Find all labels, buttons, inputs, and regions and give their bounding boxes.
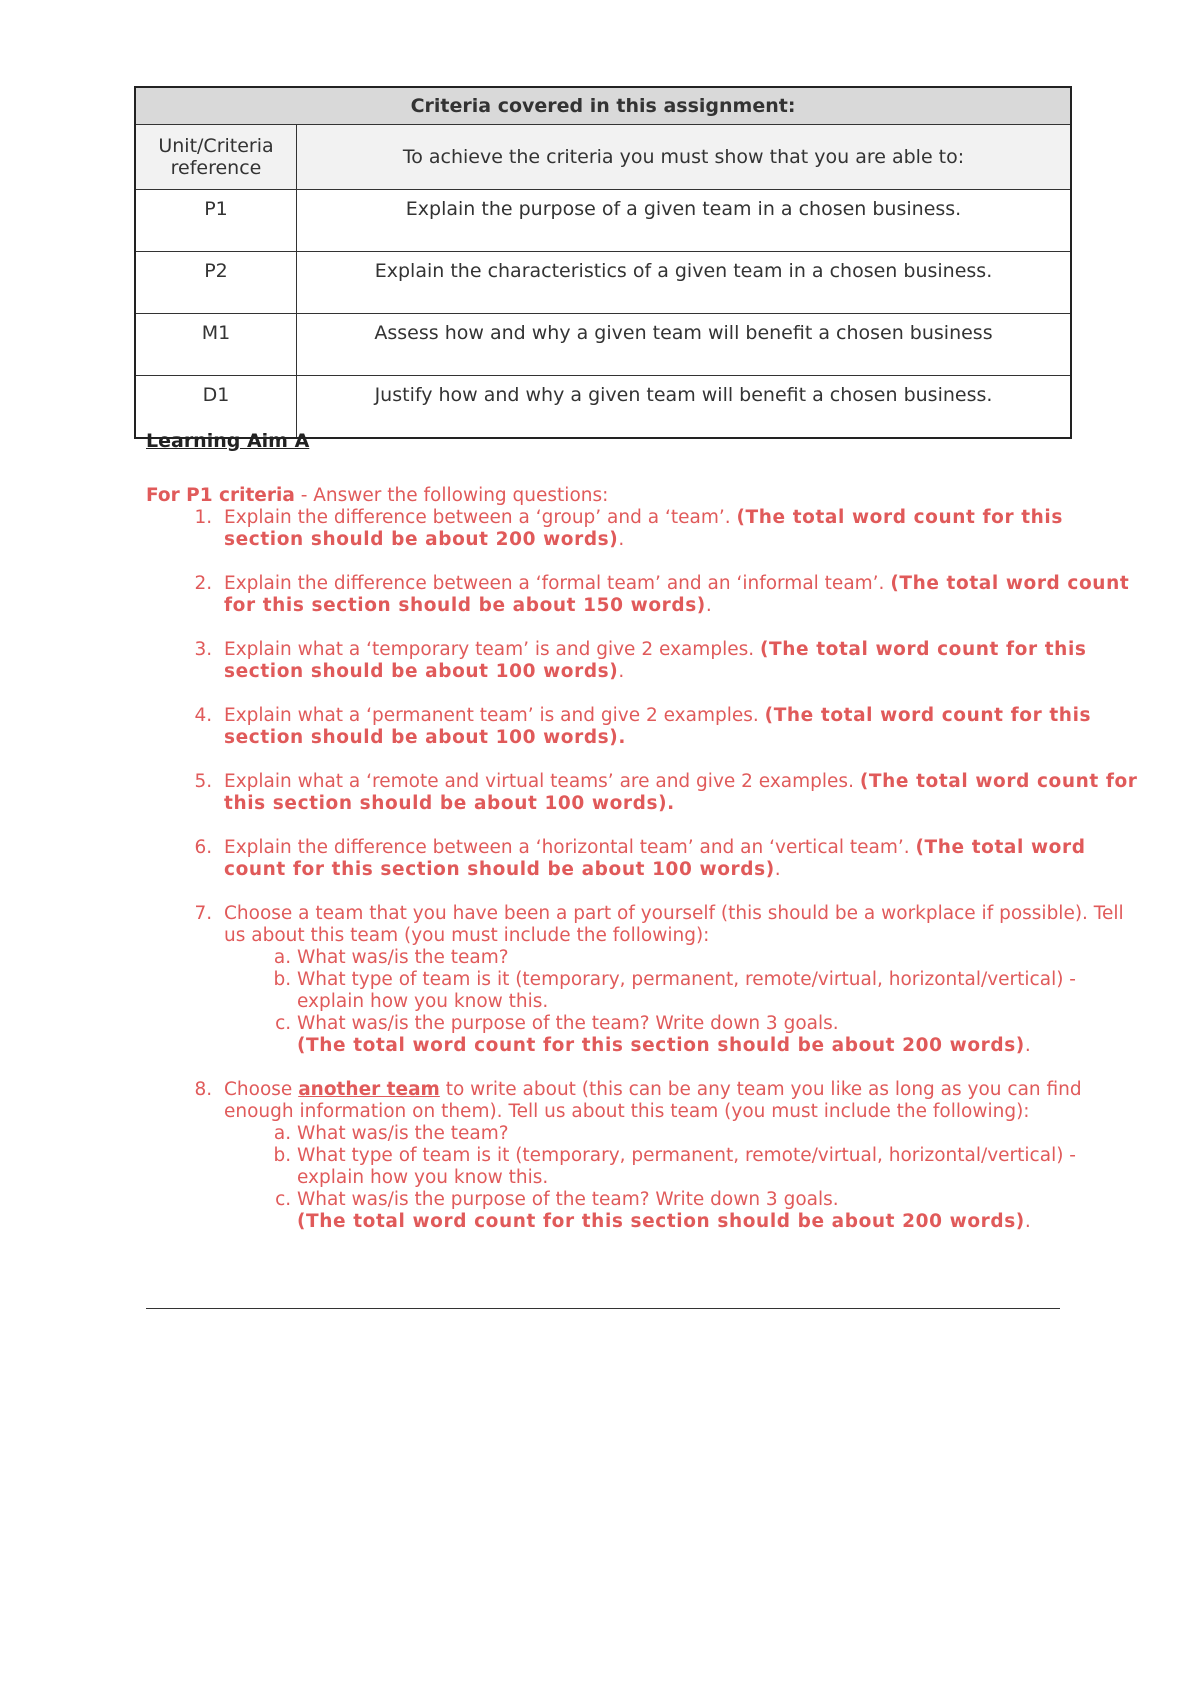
table-row	[135, 190, 1071, 252]
question-text: Choose a team that you have been a part of yourself (this should be a workplace if possible). Tell us about this team (you must include the following):	[224, 903, 1124, 946]
list-item: a. What was/is the team?	[297, 1123, 1138, 1145]
question-text: Explain what a ‘temporary team’ is and give 2 examples.	[224, 639, 760, 660]
question-lead: Choose	[224, 1079, 299, 1100]
criteria-text: Justify how and why a given team will benefit a chosen business.	[297, 376, 1072, 439]
question-end: .	[1024, 1211, 1031, 1232]
list-item	[218, 1079, 1138, 1233]
criteria-text: Explain the purpose of a given team in a chosen business.	[297, 190, 1072, 252]
word-count-note: (The total word count for this section should be about 100 words).	[224, 705, 1092, 748]
word-count-note: (The total word count for this section should be about 100 words).	[224, 771, 1138, 814]
question-end: .	[705, 595, 712, 616]
sub-question-list	[224, 1123, 1138, 1211]
list-item: b. What type of team is it (temporary, permanent, remote/virtual, horizontal/vertical) - explain how you know this.	[297, 1145, 1138, 1189]
question-end: .	[1024, 1035, 1031, 1056]
question-end: .	[618, 661, 625, 682]
list-item: b. What type of team is it (temporary, permanent, remote/virtual, horizontal/vertical) - explain how you know this.	[297, 969, 1138, 1013]
question-text: Explain the difference between a ‘horizontal team’ and an ‘vertical team’.	[224, 837, 916, 858]
list-item: c. What was/is the purpose of the team? Write down 3 goals.	[297, 1189, 1138, 1211]
word-count-note: (The total word count for this section should be about 200 words)	[297, 1211, 1025, 1232]
list-item	[218, 705, 1138, 749]
word-count-note: (The total word count for this section should be about 200 words)	[297, 1035, 1025, 1056]
criteria-table-header-row	[135, 125, 1071, 190]
list-item	[218, 837, 1138, 881]
table-row	[135, 376, 1071, 439]
list-item	[218, 639, 1138, 683]
criteria-ref: D1	[135, 376, 297, 439]
list-item: a. What was/is the team?	[297, 947, 1138, 969]
intro-instruction: - Answer the following questions:	[294, 485, 609, 506]
question-highlight: another team	[298, 1079, 440, 1100]
list-item	[218, 573, 1138, 617]
question-end: .	[618, 529, 625, 550]
section-title: Learning Aim A	[146, 430, 310, 452]
criteria-table-title: Criteria covered in this assignment:	[135, 87, 1071, 125]
criteria-text: Explain the characteristics of a given team in a chosen business.	[297, 252, 1072, 314]
horizontal-rule	[146, 1308, 1060, 1309]
word-count-line	[224, 1211, 1138, 1233]
question-text: Explain what a ‘permanent team’ is and give 2 examples.	[224, 705, 765, 726]
criteria-table	[134, 86, 1072, 439]
word-count-note: (The total word count for this section should be about 100 words)	[224, 639, 1087, 682]
col-header-reference: Unit/Criteria reference	[135, 125, 297, 190]
list-item	[218, 903, 1138, 1057]
criteria-text: Assess how and why a given team will benefit a chosen business	[297, 314, 1072, 376]
table-row	[135, 314, 1071, 376]
word-count-note: (The total word count for this section should be about 200 words)	[224, 507, 1063, 550]
word-count-note: (The total word count for this section should be about 150 words)	[224, 573, 1130, 616]
criteria-ref: P1	[135, 190, 297, 252]
list-item	[218, 507, 1138, 551]
col-header-criteria: To achieve the criteria you must show that you are able to:	[297, 125, 1072, 190]
criteria-ref: P2	[135, 252, 297, 314]
question-text: Explain what a ‘remote and virtual teams’ are and give 2 examples.	[224, 771, 860, 792]
list-item	[218, 771, 1138, 815]
question-text: Explain the difference between a ‘formal team’ and an ‘informal team’.	[224, 573, 891, 594]
question-text: to write about (this can be any team you like as long as you can find enough information on them). Tell us about this team (you must include the following):	[224, 1079, 1082, 1122]
list-item: c. What was/is the purpose of the team? Write down 3 goals.	[297, 1013, 1138, 1035]
question-list	[146, 507, 1138, 1255]
criteria-table-title-row	[135, 87, 1071, 125]
question-text: Explain the difference between a ‘group’ and a ‘team’.	[224, 507, 737, 528]
criteria-ref: M1	[135, 314, 297, 376]
word-count-line	[224, 1035, 1138, 1057]
word-count-note: (The total word count for this section should be about 100 words)	[224, 837, 1086, 880]
section-intro	[146, 485, 1086, 506]
intro-criteria-label: For P1 criteria	[146, 485, 295, 506]
question-end: .	[774, 859, 781, 880]
sub-question-list	[224, 947, 1138, 1035]
table-row	[135, 252, 1071, 314]
